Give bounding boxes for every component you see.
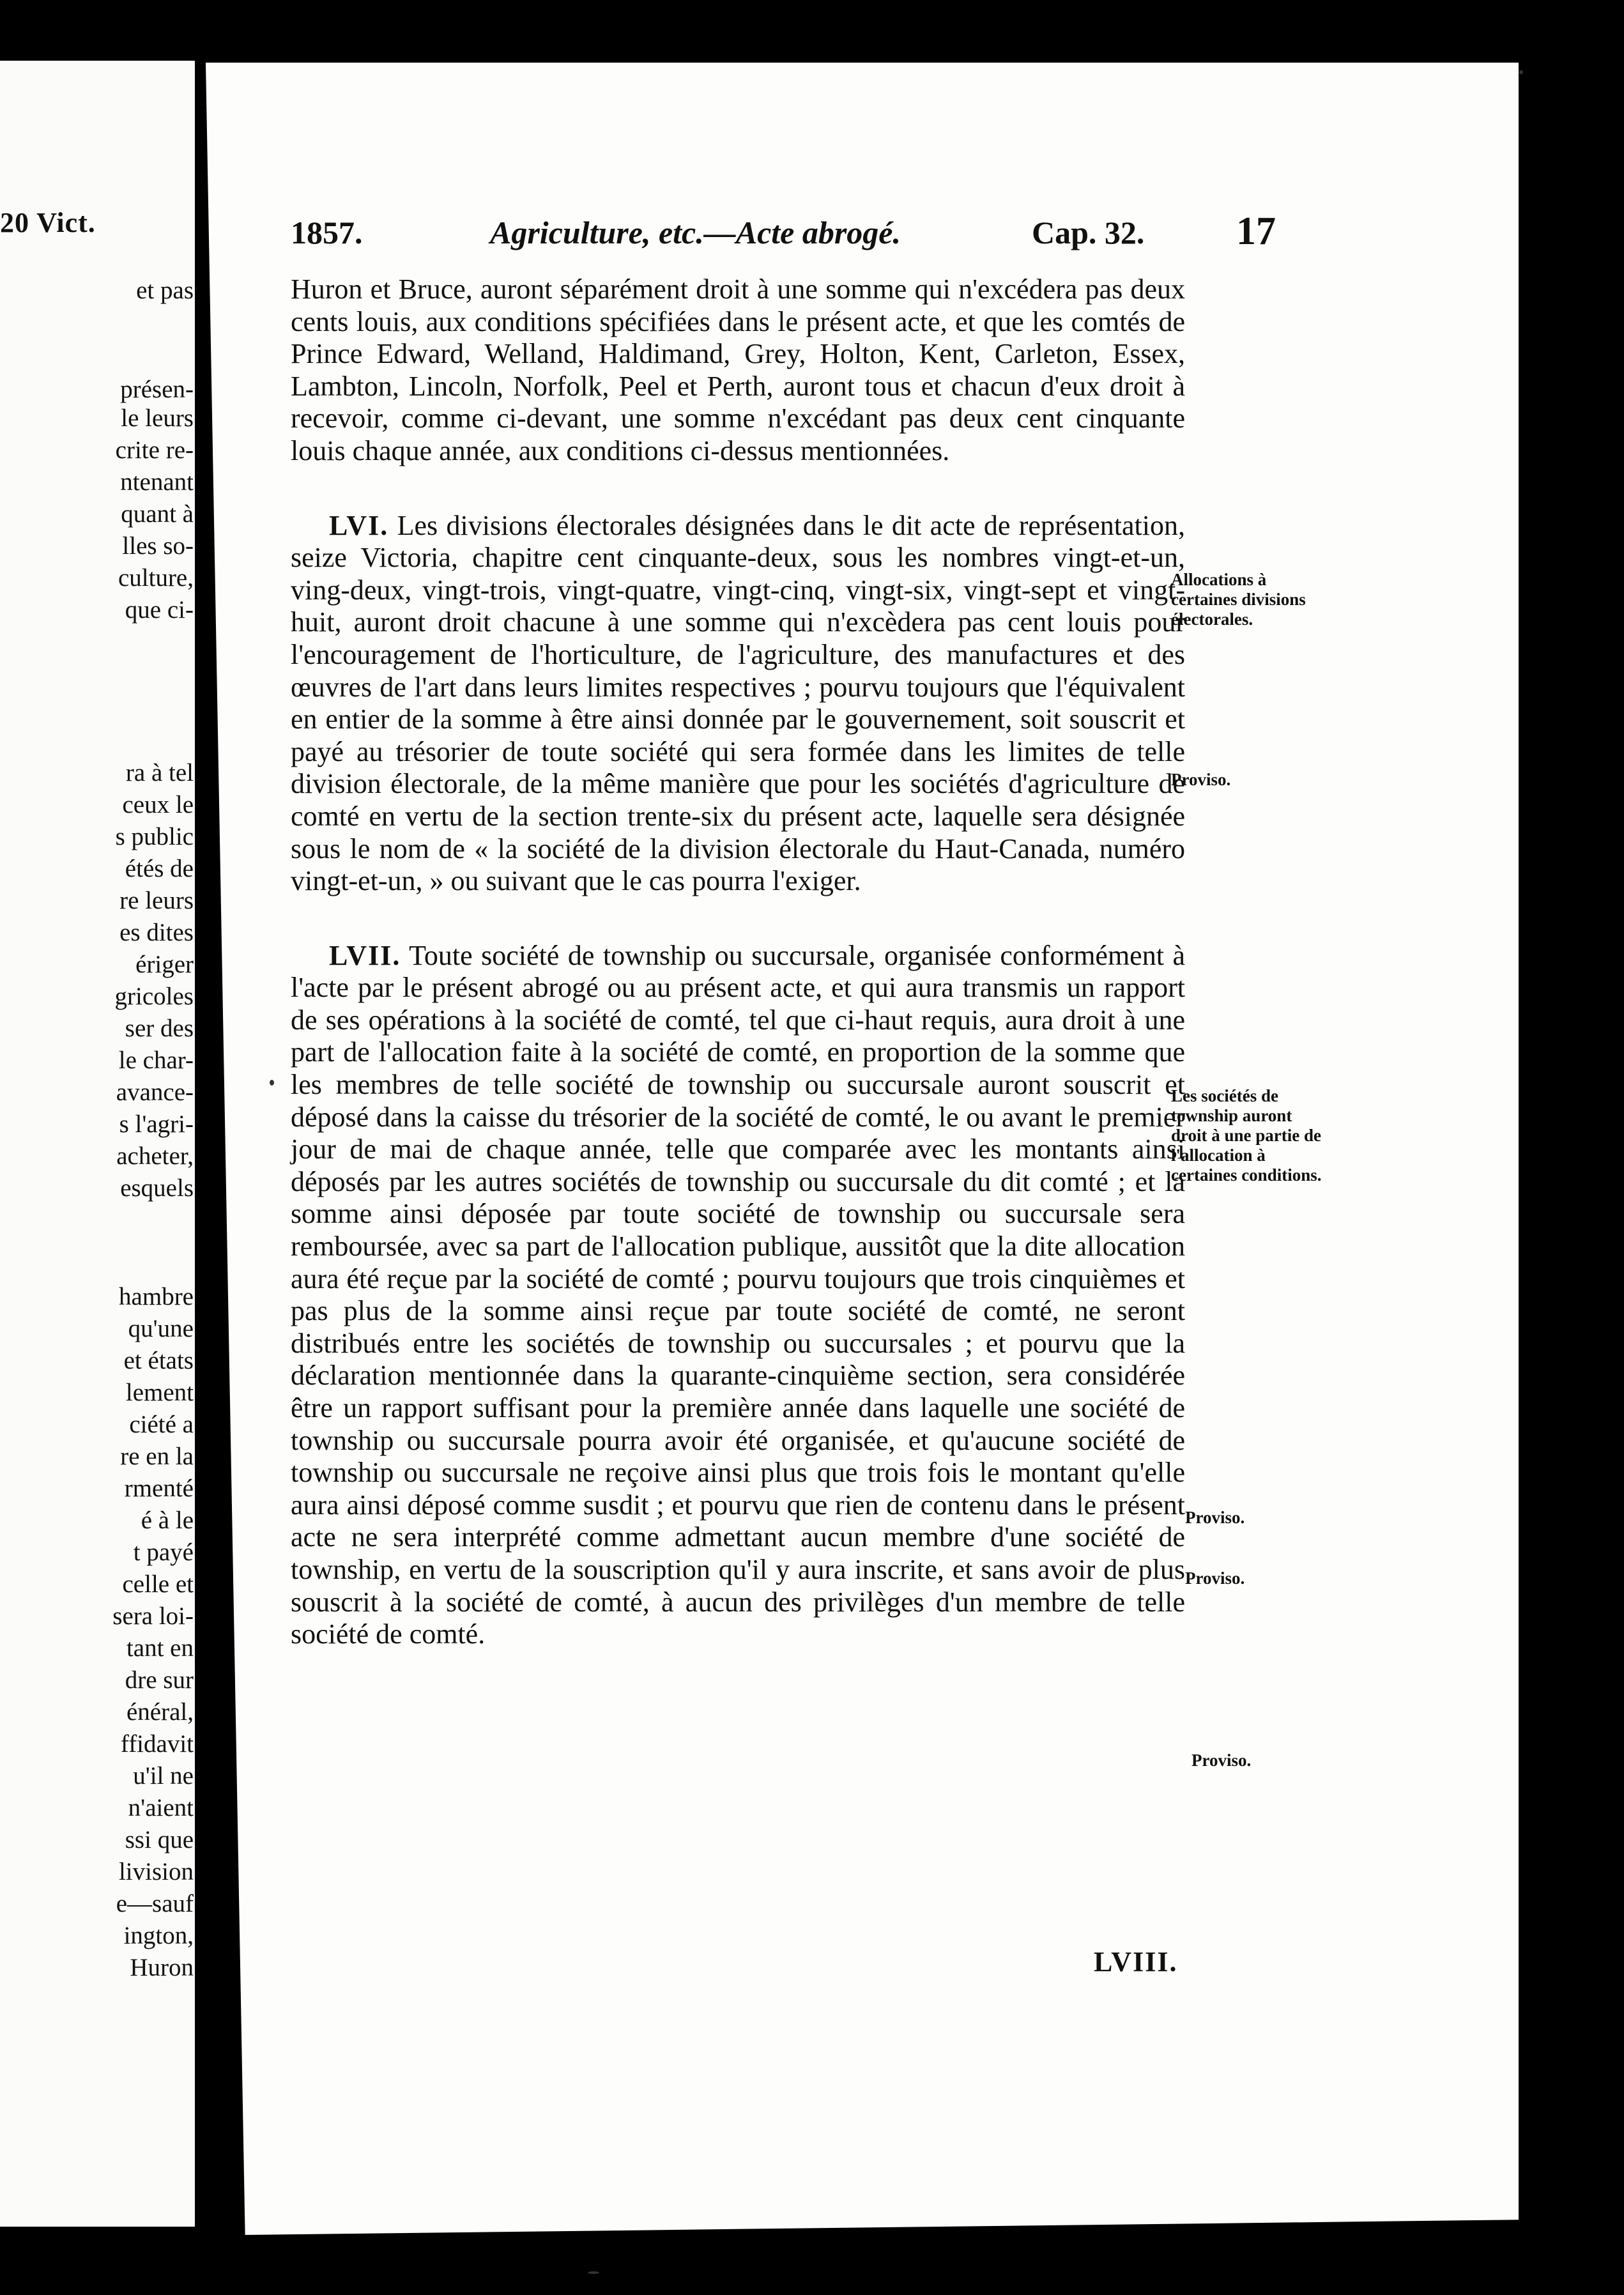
facing-page-line: esquels <box>120 1174 194 1202</box>
facing-page-line: acheter, <box>116 1142 194 1170</box>
facing-page-line: s l'agri- <box>119 1110 194 1138</box>
facing-page-line: ériger <box>135 951 194 978</box>
facing-page-line: présen- <box>120 376 194 403</box>
facing-page-line: étés de <box>125 855 194 882</box>
facing-page-line: ceux le <box>122 791 194 818</box>
margin-note-societes: Les sociétés de township auront droit à une partie de l'allocation à certaines conditions. <box>1171 1086 1322 1185</box>
facing-page-line: hambre <box>119 1283 194 1310</box>
facing-page-line: n'aient <box>128 1794 194 1822</box>
header-title: Agriculture, etc.—Acte abrogé. <box>490 215 901 250</box>
ink-speck <box>588 2271 599 2274</box>
page-number: 17 <box>1236 210 1276 253</box>
facing-page-line: e—sauf <box>116 1890 194 1917</box>
facing-page-fragment <box>0 61 195 2227</box>
facing-page-line: gricoles <box>114 983 194 1010</box>
facing-page-line: é à le <box>141 1507 194 1534</box>
facing-page-line: énéral, <box>126 1698 194 1726</box>
facing-page-line: lement <box>125 1379 194 1406</box>
facing-page-header: 20 Vict. <box>0 207 96 238</box>
facing-page-line: celle et <box>122 1570 194 1598</box>
facing-page-line: sera loi- <box>112 1602 194 1630</box>
facing-page-line: lles so- <box>122 532 194 560</box>
facing-page-line: re en la <box>120 1443 194 1470</box>
facing-page-line: ington, <box>123 1922 194 1949</box>
ink-speck <box>1519 70 1523 74</box>
facing-page-line: et états <box>123 1347 194 1374</box>
facing-page-line: dre sur <box>125 1666 194 1694</box>
margin-note-proviso: Proviso. <box>1191 1751 1252 1770</box>
section-lvi <box>291 510 1185 898</box>
facing-page-line: tant en <box>126 1634 194 1662</box>
margin-note-proviso: Proviso. <box>1185 1508 1245 1527</box>
ink-speck <box>270 1080 274 1086</box>
facing-page-line: ciété a <box>129 1411 194 1438</box>
margin-note-proviso: Proviso. <box>1171 770 1231 789</box>
facing-page-line: ser des <box>125 1015 194 1042</box>
facing-page-line: livision <box>118 1858 194 1885</box>
section-lvii <box>291 940 1185 1651</box>
margin-note-allocations: Allocations à certaines divisions électorales. <box>1171 570 1306 629</box>
facing-page-line: culture, <box>118 564 194 592</box>
running-head <box>291 210 1306 259</box>
facing-page-line: ffidavit <box>120 1730 194 1758</box>
facing-page-line: es dites <box>119 919 194 946</box>
header-year: 1857. <box>291 215 363 250</box>
facing-page-line: le leurs <box>121 404 194 432</box>
facing-page-line: avance- <box>116 1078 194 1106</box>
facing-page-line: Huron <box>130 1954 194 1981</box>
section-lvi-text: Les divisions électorales désignées dans le dit acte de représentation, seize Victoria, chapitre cent cinquante-deux, sous les nombres vingt-et-un, ving-deux, vingt-trois, vingt-quatre, vingt-cinq, vingt-six, vingt-sept et vingt-huit, auront droit chacune à une somme qui n'excèdera pas cent louis pour l'encouragement de l'horticulture, de l'agriculture, des manufactures et des œuvres de l'art dans leurs limites respectives ; pourvu toujours que l'équivalent en entier de la somme à être ainsi donnée par le gouvernement, soit souscrit et payé au trésorier de toute société qui sera formée dans les limites de telle division électorale, de la même manière que pour les sociétés d'agriculture de comté en vertu de la section trente-six du présent acte, laquelle sera désignée sous le nom de « la société de la division électorale du Haut-Canada, numéro vingt-et-un, » ou suivant que le cas pourra l'exiger. <box>291 509 1185 897</box>
facing-page-line: crite re- <box>115 436 194 464</box>
body-text <box>291 273 1185 1693</box>
section-lvii-number: LVII. <box>329 939 401 971</box>
section-lvi-number: LVI. <box>329 509 389 541</box>
facing-page-line: u'il ne <box>133 1762 194 1790</box>
facing-page-line: rmenté <box>124 1475 194 1502</box>
facing-page-line: que ci- <box>125 596 194 624</box>
facing-page-line: et pas <box>136 277 194 304</box>
facing-page-line: quant à <box>121 500 194 528</box>
facing-page-line: ra à tel <box>125 759 194 787</box>
catchword: LVIII. <box>1094 1946 1178 1977</box>
facing-page-line: le char- <box>118 1047 194 1074</box>
header-chapter: Cap. 32. <box>1032 215 1145 250</box>
paragraph-continuation: Huron et Bruce, auront séparément droit à une somme qui n'excédera pas deux cents louis, aux conditions spécifiées dans le présent acte, et que les comtés de Prince Edward, Welland, Haldimand, Grey, Holton, Kent, Carleton, Essex, Lambton, Lincoln, Norfolk, Peel et Perth, auront tous et chacun d'eux droit à recevoir, comme ci-devant, une somme n'excédant pas deux cent cinquante louis chaque année, aux conditions ci-dessus mentionnées. <box>291 273 1185 466</box>
section-lvii-text: Toute société de township ou succursale, organisée conformément à l'acte par le présent abrogé ou au présent acte, et qui aura transmis un rapport de ses opérations à la société de comté, tel que ci-haut requis, aura droit à une part de l'allocation faite à la société de comté, en proportion de la somme que les membres de telle société de township ou succursale auront souscrit et déposé dans la caisse du trésorier de la société de comté, le ou avant le premier jour de mai de chaque année, telle que comparée avec les montants ainsi déposés par les autres sociétés de township ou succursale du dit comté ; et la somme ainsi déposée par toute société de township ou succursale sera remboursée, avec sa part de l'allocation publique, aussitôt que la dite allocation aura été reçue par la société de comté ; pourvu toujours que trois cinquièmes et pas plus de la somme ainsi reçue par toute société de comté, ne seront distribués entre les sociétés de township ou succursales ; et pourvu que la déclaration mentionnée dans la quarante-cinquième section, sera considérée être un rapport suffisant pour la première année dans laquelle une société de township ou succursale pourra avoir été organisée, et qu'aucune société de township ou succursale ne reçoive ainsi plus que trois fois le montant qu'elle aura ainsi déposé comme susdit ; et pourvu que rien de contenu dans le présent acte ne sera interprété comme admettant aucun membre d'une société de township, en vertu de la souscription qu'il y aura inscrite, et sans avoir de plus souscrit à la société de comté, à aucun des privilèges d'un membre de telle société de comté. <box>291 939 1185 1650</box>
margin-note-proviso: Proviso. <box>1185 1569 1245 1588</box>
facing-page-line: t payé <box>133 1539 194 1566</box>
facing-page-line: s public <box>115 823 194 850</box>
facing-page-line: qu'une <box>128 1315 194 1342</box>
facing-page-line: ntenant <box>120 468 194 496</box>
facing-page-line: ssi que <box>125 1826 194 1854</box>
facing-page-line: re leurs <box>119 887 194 914</box>
